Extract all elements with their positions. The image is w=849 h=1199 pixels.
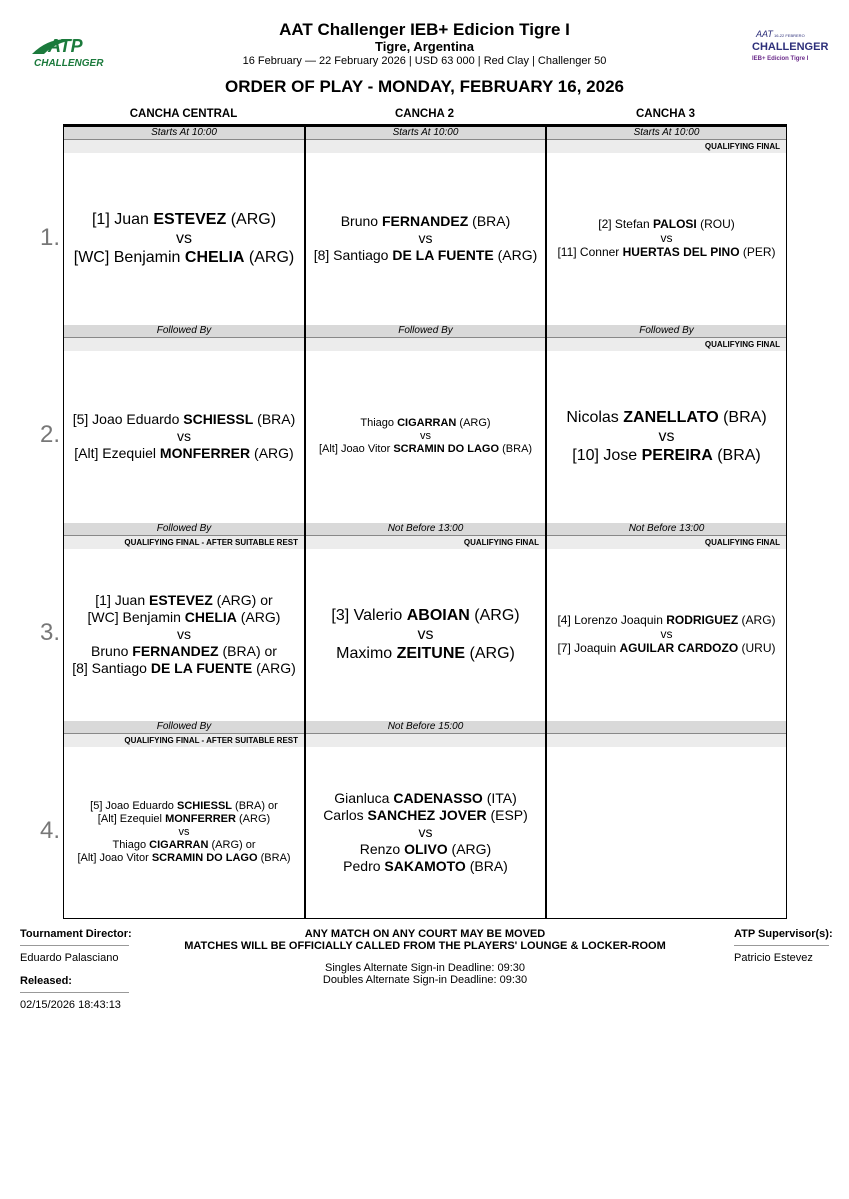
row-number-2: 2. xyxy=(40,421,61,448)
atp-logo-text: ATP xyxy=(48,36,83,56)
player-country: (BRA) xyxy=(499,442,533,455)
versus-label: vs xyxy=(176,229,192,247)
player-country: (ARG) xyxy=(250,444,294,461)
player-seed-firstname: [Alt] Joao Vitor xyxy=(318,442,394,455)
player-seed-firstname: [7] Joaquin xyxy=(557,641,620,655)
player-surname: DE LA FUENTE xyxy=(392,246,494,263)
atp-supervisor-name: Patricio Estevez xyxy=(734,952,813,964)
notice-called: MATCHES WILL BE OFFICIALLY CALLED FROM THE PLAYERS' LOUNGE & LOCKER-ROOM xyxy=(184,940,666,952)
player-seed-firstname: [WC] Benjamin xyxy=(87,608,185,625)
tournament-director-label: Tournament Director: xyxy=(20,928,132,940)
row-number-3: 3. xyxy=(40,619,61,646)
player-country: (ESP) xyxy=(486,806,528,823)
player-seed-firstname: [5] Joao Eduardo xyxy=(90,799,177,812)
player-line xyxy=(77,852,290,865)
row-number-4: 4. xyxy=(40,817,61,844)
schedule-time-band xyxy=(547,721,786,734)
player-country: (ARG) xyxy=(493,246,538,263)
player-line xyxy=(334,790,517,807)
player-country: (ITA) xyxy=(482,789,517,806)
player-line xyxy=(90,800,278,813)
event-location: Tigre, Argentina xyxy=(375,39,474,54)
match-round-note: QUALIFYING FINAL xyxy=(547,140,786,153)
match-cell xyxy=(547,153,786,323)
player-surname: ESTEVEZ xyxy=(153,210,227,228)
player-seed-firstname: Thiago xyxy=(360,416,398,429)
notice-moved: ANY MATCH ON ANY COURT MAY BE MOVED xyxy=(304,928,546,940)
player-line xyxy=(598,217,734,231)
player-country: (ARG) xyxy=(456,416,491,429)
player-country: (ARG) xyxy=(738,613,776,627)
match-round-note: QUALIFYING FINAL - AFTER SUITABLE REST xyxy=(64,734,304,747)
doubles-deadline: Doubles Alternate Sign-in Deadline: 09:30 xyxy=(322,974,528,986)
player-line xyxy=(98,813,270,826)
court-header-2: CANCHA 2 xyxy=(395,108,454,120)
player-country: (BRA) xyxy=(465,857,508,874)
player-line xyxy=(557,245,775,259)
player-line xyxy=(557,641,775,655)
match-cell xyxy=(64,549,304,719)
player-surname: ABOIAN xyxy=(406,606,470,624)
player-surname: CHELIA xyxy=(184,248,245,266)
schedule-time-band: Followed By xyxy=(547,325,786,338)
player-country: (BRA) xyxy=(468,212,511,229)
player-line xyxy=(73,411,296,428)
match-round-note xyxy=(64,338,304,351)
player-seed-firstname: [3] Valerio xyxy=(331,606,407,624)
player-country: (BRA) xyxy=(712,446,761,464)
player-line xyxy=(91,643,277,660)
singles-deadline: Singles Alternate Sign-in Deadline: 09:30 xyxy=(325,962,525,974)
player-seed-firstname: Gianluca xyxy=(334,789,394,806)
player-line xyxy=(336,644,515,663)
row-number-1: 1. xyxy=(40,224,61,251)
player-seed-firstname: [11] Conner xyxy=(557,245,623,259)
player-country: (ARG) xyxy=(447,840,492,857)
player-country: (BRA) or xyxy=(218,642,277,659)
schedule-time-band: Followed By xyxy=(306,325,545,338)
match-cell xyxy=(64,153,304,323)
versus-label: vs xyxy=(178,825,190,838)
player-surname: CIGARRAN xyxy=(149,838,209,851)
tournament-director-name: Eduardo Palasciano xyxy=(20,952,119,964)
match-round-note xyxy=(64,140,304,153)
player-surname: SCRAMIN DO LAGO xyxy=(151,851,258,864)
player-country: (ARG) xyxy=(252,659,296,676)
match-round-note: QUALIFYING FINAL xyxy=(547,338,786,351)
player-line xyxy=(88,609,281,626)
player-line xyxy=(360,417,490,430)
player-line xyxy=(92,210,276,229)
schedule-time-band: Not Before 13:00 xyxy=(306,523,545,536)
player-surname: DE LA FUENTE xyxy=(150,659,253,676)
player-seed-firstname: [Alt] Ezequiel xyxy=(97,812,166,825)
player-seed-firstname: Bruno xyxy=(91,642,133,659)
match-cell xyxy=(64,351,304,521)
player-surname: PEREIRA xyxy=(641,446,713,464)
player-country: (ARG) xyxy=(469,606,520,624)
player-seed-firstname: [1] Juan xyxy=(95,591,149,608)
schedule-time-band: Followed By xyxy=(64,523,304,536)
player-seed-firstname: Carlos xyxy=(323,806,368,823)
player-country: (URU) xyxy=(738,641,776,655)
schedule-time-band: Starts At 10:00 xyxy=(547,127,786,140)
player-line xyxy=(112,839,255,852)
player-line xyxy=(319,443,532,456)
player-line xyxy=(557,613,775,627)
event-details: 16 February — 22 February 2026 | USD 63 000 | Red Clay | Challenger 50 xyxy=(242,55,607,67)
match-cell xyxy=(306,153,545,323)
schedule-time-band: Followed By xyxy=(64,325,304,338)
player-surname: HUERTAS DEL PINO xyxy=(622,245,740,259)
player-line xyxy=(360,841,491,858)
versus-label: vs xyxy=(660,627,673,641)
player-seed-firstname: Bruno xyxy=(340,212,382,229)
match-cell xyxy=(547,351,786,521)
player-country: (ROU) xyxy=(696,217,735,231)
versus-label: vs xyxy=(418,229,433,246)
player-surname: SAKAMOTO xyxy=(384,857,466,874)
player-seed-firstname: [Alt] Ezequiel xyxy=(74,444,160,461)
schedule-time-band: Followed By xyxy=(64,721,304,734)
versus-label: vs xyxy=(417,625,434,643)
tournament-logo-main: CHALLENGER xyxy=(752,41,829,53)
match-cell xyxy=(547,549,786,719)
player-line xyxy=(331,606,519,625)
player-surname: AGUILAR CARDOZO xyxy=(619,641,739,655)
released-label: Released: xyxy=(20,975,72,987)
event-title: AAT Challenger IEB+ Edicion Tigre I xyxy=(279,20,570,39)
player-line xyxy=(572,446,761,465)
player-surname: RODRIGUEZ xyxy=(666,613,739,627)
player-line xyxy=(74,248,294,267)
player-country: (PER) xyxy=(739,245,776,259)
player-line xyxy=(341,213,511,230)
released-underline xyxy=(20,992,129,993)
schedule-time-band: Starts At 10:00 xyxy=(64,127,304,140)
match-round-note: QUALIFYING FINAL xyxy=(547,536,786,549)
player-line xyxy=(72,660,296,677)
court-header-3: CANCHA 3 xyxy=(636,108,695,120)
atp-supervisor-label: ATP Supervisor(s): xyxy=(734,928,833,940)
match-cell xyxy=(547,747,786,917)
player-country: (ARG) xyxy=(235,812,271,825)
versus-label: vs xyxy=(177,427,191,444)
order-of-play-title: ORDER OF PLAY - MONDAY, FEBRUARY 16, 2026 xyxy=(225,77,624,96)
player-surname: CADENASSO xyxy=(393,789,483,806)
player-line xyxy=(95,592,272,609)
player-country: (BRA) xyxy=(718,408,767,426)
player-country: (ARG) or xyxy=(208,838,256,851)
player-surname: SCRAMIN DO LAGO xyxy=(393,442,500,455)
match-round-note xyxy=(547,734,786,747)
player-seed-firstname: [10] Jose xyxy=(572,446,642,464)
order-of-play-grid xyxy=(63,124,787,919)
player-seed-firstname: Pedro xyxy=(343,857,385,874)
director-underline xyxy=(20,945,129,946)
player-country: (ARG) xyxy=(465,644,515,662)
player-surname: SCHIESSL xyxy=(176,799,232,812)
player-seed-firstname: [8] Santiago xyxy=(72,659,151,676)
player-line xyxy=(323,807,528,824)
player-surname: SCHIESSL xyxy=(183,410,254,427)
player-seed-firstname: [8] Santiago xyxy=(313,246,393,263)
schedule-time-band: Not Before 15:00 xyxy=(306,721,545,734)
player-line xyxy=(343,858,508,875)
player-country: (BRA) xyxy=(253,410,296,427)
player-surname: FERNANDEZ xyxy=(132,642,219,659)
schedule-time-band: Starts At 10:00 xyxy=(306,127,545,140)
player-surname: MONFERRER xyxy=(159,444,251,461)
schedule-time-band: Not Before 13:00 xyxy=(547,523,786,536)
match-cell xyxy=(306,747,545,917)
versus-label: vs xyxy=(420,429,431,442)
player-country: (ARG) xyxy=(236,608,281,625)
match-cell xyxy=(306,549,545,719)
player-seed-firstname: Nicolas xyxy=(566,408,624,426)
player-surname: ZEITUNE xyxy=(396,644,466,662)
match-round-note xyxy=(306,734,545,747)
tournament-logo-date: 16-22 FEBRERO xyxy=(774,33,805,38)
player-seed-firstname: [WC] Benjamin xyxy=(73,248,185,266)
player-seed-firstname: [2] Stefan xyxy=(598,217,653,231)
player-country: (ARG) or xyxy=(212,591,273,608)
player-seed-firstname: Thiago xyxy=(112,838,150,851)
player-seed-firstname: [1] Juan xyxy=(91,210,154,228)
player-country: (ARG) xyxy=(226,210,277,228)
player-surname: CHELIA xyxy=(184,608,237,625)
match-round-note: QUALIFYING FINAL xyxy=(306,536,545,549)
player-surname: PALOSI xyxy=(652,217,697,231)
player-line xyxy=(314,247,538,264)
match-cell xyxy=(306,351,545,521)
player-surname: FERNANDEZ xyxy=(381,212,469,229)
match-round-note xyxy=(306,140,545,153)
tournament-logo-sub: IEB+ Edicion Tigre I xyxy=(752,56,809,62)
player-surname: MONFERRER xyxy=(165,812,236,825)
supervisor-underline xyxy=(734,945,829,946)
player-surname: SANCHEZ JOVER xyxy=(367,806,487,823)
match-round-note: QUALIFYING FINAL - AFTER SUITABLE REST xyxy=(64,536,304,549)
match-cell xyxy=(64,747,304,917)
player-seed-firstname: Maximo xyxy=(336,644,397,662)
challenger-logo-text: CHALLENGER xyxy=(34,58,104,69)
versus-label: vs xyxy=(418,823,433,840)
player-seed-firstname: [4] Lorenzo Joaquin xyxy=(557,613,667,627)
versus-label: vs xyxy=(660,231,673,245)
player-country: (ARG) xyxy=(244,248,295,266)
player-country: (BRA) xyxy=(257,851,291,864)
player-seed-firstname: [5] Joao Eduardo xyxy=(72,410,184,427)
versus-label: vs xyxy=(658,427,675,445)
released-timestamp: 02/15/2026 18:43:13 xyxy=(20,999,121,1011)
player-surname: CIGARRAN xyxy=(397,416,457,429)
player-seed-firstname: Renzo xyxy=(359,840,405,857)
player-surname: ESTEVEZ xyxy=(149,591,213,608)
versus-label: vs xyxy=(177,625,191,642)
player-line xyxy=(566,408,766,427)
player-seed-firstname: [Alt] Joao Vitor xyxy=(77,851,152,864)
player-surname: ZANELLATO xyxy=(623,408,719,426)
player-line xyxy=(74,445,293,462)
tournament-logo-aat: AAT xyxy=(756,29,773,39)
player-country: (BRA) or xyxy=(232,799,278,812)
court-header-1: CANCHA CENTRAL xyxy=(129,108,238,120)
player-surname: OLIVO xyxy=(404,840,448,857)
match-round-note xyxy=(306,338,545,351)
